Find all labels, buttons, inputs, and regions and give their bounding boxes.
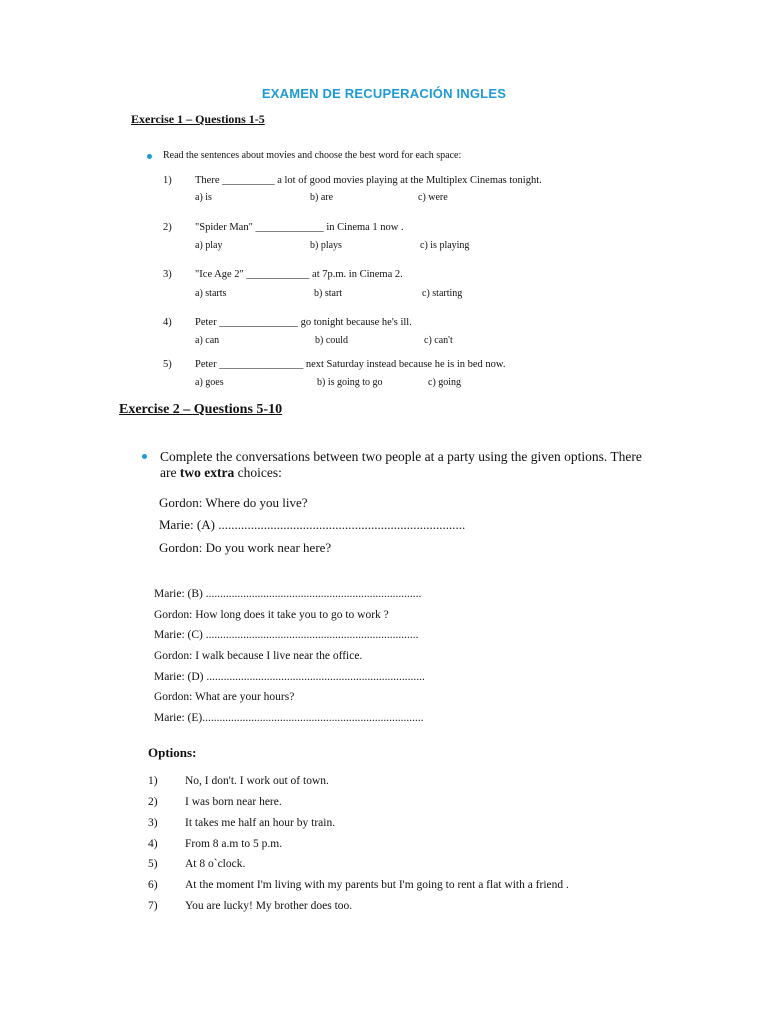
question-number: 2) (163, 222, 172, 233)
conversation-line: Gordon: I walk because I live near the office. (154, 650, 363, 662)
question-number: 4) (163, 317, 172, 328)
options-heading: Options: (148, 745, 197, 760)
exercise2-instruction-line2 (160, 465, 282, 481)
conversation-line: Gordon: How long does it take you to go to work ? (154, 609, 389, 621)
conversation-line: Marie: (C) .......................................................................... (154, 629, 419, 641)
conversation-line: Gordon: What are your hours? (154, 691, 295, 703)
exercise2-instruction-line1: Complete the conversations between two people at a party using the given options. There (160, 449, 642, 464)
question-sentence: Peter _______________ go tonight because he's ill. (195, 317, 412, 328)
option-c: c) starting (422, 288, 463, 299)
option-text: From 8 a.m to 5 p.m. (185, 838, 283, 850)
option-a: a) is (195, 192, 212, 203)
question-number: 1) (163, 175, 172, 186)
option-b: b) is going to go (317, 377, 383, 388)
option-number: 1) (148, 775, 158, 787)
option-number: 5) (148, 858, 158, 870)
option-text: At 8 o`clock. (185, 858, 246, 870)
option-a: a) play (195, 240, 223, 251)
option-text: No, I don't. I work out of town. (185, 775, 329, 787)
instruction-text: choices: (234, 465, 282, 480)
exercise1-instruction: Read the sentences about movies and choose the best word for each space: (163, 150, 462, 161)
conversation-line: Gordon: Do you work near here? (159, 540, 332, 555)
question-number: 3) (163, 269, 172, 280)
conversation-line: Marie: (B) ........................................................................... (154, 588, 422, 600)
option-c: c) can't (424, 335, 453, 346)
bullet-icon (147, 154, 152, 159)
exercise2-heading: Exercise 2 – Questions 5-10 (119, 402, 283, 417)
option-b: b) plays (310, 240, 342, 251)
option-text: At the moment I'm living with my parents but I'm going to rent a flat with a friend . (185, 879, 569, 891)
option-c: c) is playing (420, 240, 470, 251)
bullet-icon (142, 454, 147, 459)
question-sentence: There __________ a lot of good movies playing at the Multiplex Cinemas tonight. (195, 175, 542, 186)
instruction-text: are (160, 465, 180, 480)
conversation-line: Gordon: Where do you live? (159, 495, 308, 510)
conversation-line: Marie: (A) ............................................................................ (159, 517, 466, 532)
conversation-line: Marie: (D) ............................................................................ (154, 671, 425, 683)
option-a: a) can (195, 335, 220, 346)
option-a: a) starts (195, 288, 227, 299)
option-c: c) were (418, 192, 448, 203)
option-text: It takes me half an hour by train. (185, 817, 336, 829)
option-c: c) going (428, 377, 462, 388)
option-number: 2) (148, 796, 158, 808)
option-number: 3) (148, 817, 158, 829)
question-sentence: "Spider Man" _____________ in Cinema 1 now . (195, 222, 404, 233)
option-b: b) start (314, 288, 343, 299)
option-number: 4) (148, 838, 158, 850)
question-sentence: Peter ________________ next Saturday instead because he is in bed now. (195, 359, 506, 370)
option-text: I was born near here. (185, 796, 282, 808)
option-a: a) goes (195, 377, 224, 388)
instruction-bold-text: two extra (179, 465, 235, 480)
question-sentence: "Ice Age 2" ____________ at 7p.m. in Cinema 2. (195, 269, 403, 280)
option-b: b) could (315, 335, 349, 346)
question-number: 5) (163, 359, 172, 370)
option-b: b) are (310, 192, 334, 203)
option-number: 7) (148, 900, 158, 912)
conversation-line: Marie: (E)............................................................................. (154, 712, 424, 724)
option-number: 6) (148, 879, 158, 891)
exercise1-heading: Exercise 1 – Questions 1-5 (131, 112, 265, 126)
option-text: You are lucky! My brother does too. (185, 900, 353, 912)
page-title: EXAMEN DE RECUPERACIÓN INGLES (261, 86, 507, 101)
